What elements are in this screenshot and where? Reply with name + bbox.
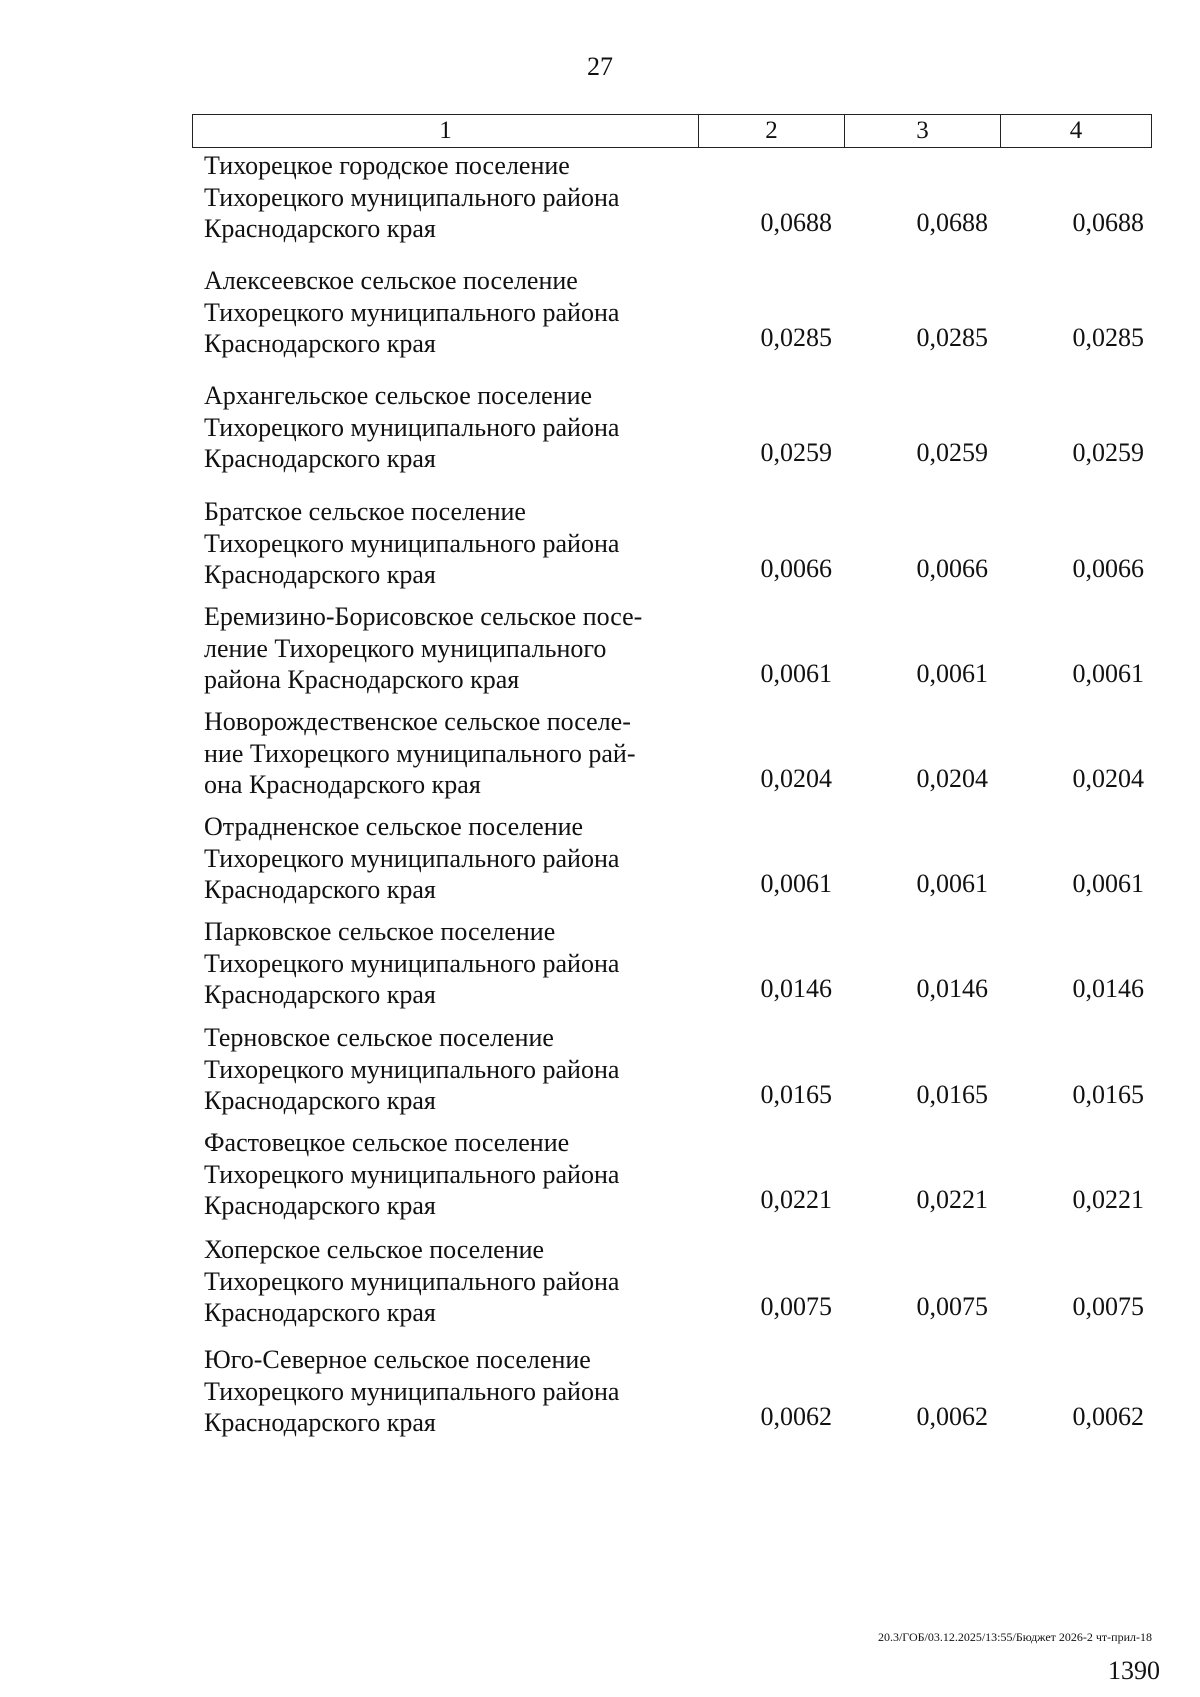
value-col-3: 0,0066	[916, 554, 988, 583]
value-col-4: 0,0285	[1072, 323, 1144, 352]
settlement-name: Братское сельское поселение Тихорецкого муниципального района Краснодарского края	[204, 497, 620, 589]
settlement-name: Тихорецкое городское поселение Тихорецкого муниципального района Краснодарского края	[204, 151, 620, 243]
settlement-name: Терновское сельское поселение Тихорецкого муниципального района Краснодарского края	[204, 1023, 620, 1115]
settlement-name: Архангельское сельское поселение Тихорецкого муниципального района Краснодарского края	[204, 381, 620, 473]
value-col-3: 0,0146	[916, 974, 988, 1003]
value-col-3: 0,0062	[916, 1402, 988, 1431]
value-col-4: 0,0061	[1072, 869, 1144, 898]
settlement-name: Хоперское сельское поселение Тихорецкого муниципального района Краснодарского края	[204, 1235, 620, 1327]
settlement-name: Алексеевское сельское поселение Тихорецкого муниципального района Краснодарского края	[204, 266, 620, 358]
value-col-2: 0,0259	[760, 438, 832, 467]
value-col-2: 0,0221	[760, 1185, 832, 1214]
value-col-2: 0,0061	[760, 869, 832, 898]
value-col-3: 0,0285	[916, 323, 988, 352]
header-col-2: 2	[699, 115, 845, 147]
document-code: 20.3/ГОБ/03.12.2025/13:55/Бюджет 2026-2 чт-прил-18	[877, 1630, 1152, 1644]
value-col-2: 0,0066	[760, 554, 832, 583]
value-col-4: 0,0221	[1072, 1185, 1144, 1214]
settlement-name: Отрадненское сельское поселение Тихорецкого муниципального района Краснодарского края	[204, 812, 620, 904]
settlement-name: Фастовецкое сельское поселение Тихорецкого муниципального района Краснодарского края	[204, 1128, 620, 1220]
value-col-3: 0,0259	[916, 438, 988, 467]
value-col-4: 0,0062	[1072, 1402, 1144, 1431]
header-col-4: 4	[1069, 117, 1083, 144]
value-col-3: 0,0204	[916, 764, 988, 793]
settlement-name: Парковское сельское поселение Тихорецкого муниципального района Краснодарского края	[204, 917, 620, 1009]
value-col-2: 0,0285	[760, 323, 832, 352]
value-col-3: 0,0061	[916, 869, 988, 898]
settlement-name: Новорождественское сельское поселе- ние Тихорецкого муниципального рай- она Краснодарского края	[204, 707, 636, 799]
value-col-2: 0,0146	[760, 974, 832, 1003]
value-col-2: 0,0204	[760, 764, 832, 793]
header-col-1: 1	[193, 115, 699, 147]
value-col-4: 0,0066	[1072, 554, 1144, 583]
value-col-4: 0,0061	[1072, 659, 1144, 688]
value-col-2: 0,0061	[760, 659, 832, 688]
value-col-3: 0,0165	[916, 1080, 988, 1109]
value-col-4: 0,0075	[1072, 1292, 1144, 1321]
settlement-name: Еремизино-Борисовское сельское посе- ление Тихорецкого муниципального района Краснодарского края	[204, 602, 643, 694]
value-col-4: 0,0165	[1072, 1080, 1144, 1109]
value-col-4: 0,0146	[1072, 974, 1144, 1003]
value-col-2: 0,0165	[760, 1080, 832, 1109]
value-col-3: 0,0075	[916, 1292, 988, 1321]
page-number: 27	[587, 52, 613, 81]
header-col-3: 3	[845, 115, 1001, 147]
value-col-3: 0,0688	[916, 208, 988, 237]
value-col-4: 0,0259	[1072, 438, 1144, 467]
value-col-3: 0,0221	[916, 1185, 988, 1214]
value-col-4: 0,0204	[1072, 764, 1144, 793]
value-col-2: 0,0075	[760, 1292, 832, 1321]
settlement-name: Юго-Северное сельское поселение Тихорецкого муниципального района Краснодарского края	[204, 1345, 620, 1437]
value-col-3: 0,0061	[916, 659, 988, 688]
value-col-2: 0,0688	[760, 208, 832, 237]
table-header	[192, 114, 1152, 148]
value-col-2: 0,0062	[760, 1402, 832, 1431]
footer-page-number: 1390	[1108, 1656, 1160, 1685]
value-col-4: 0,0688	[1072, 208, 1144, 237]
